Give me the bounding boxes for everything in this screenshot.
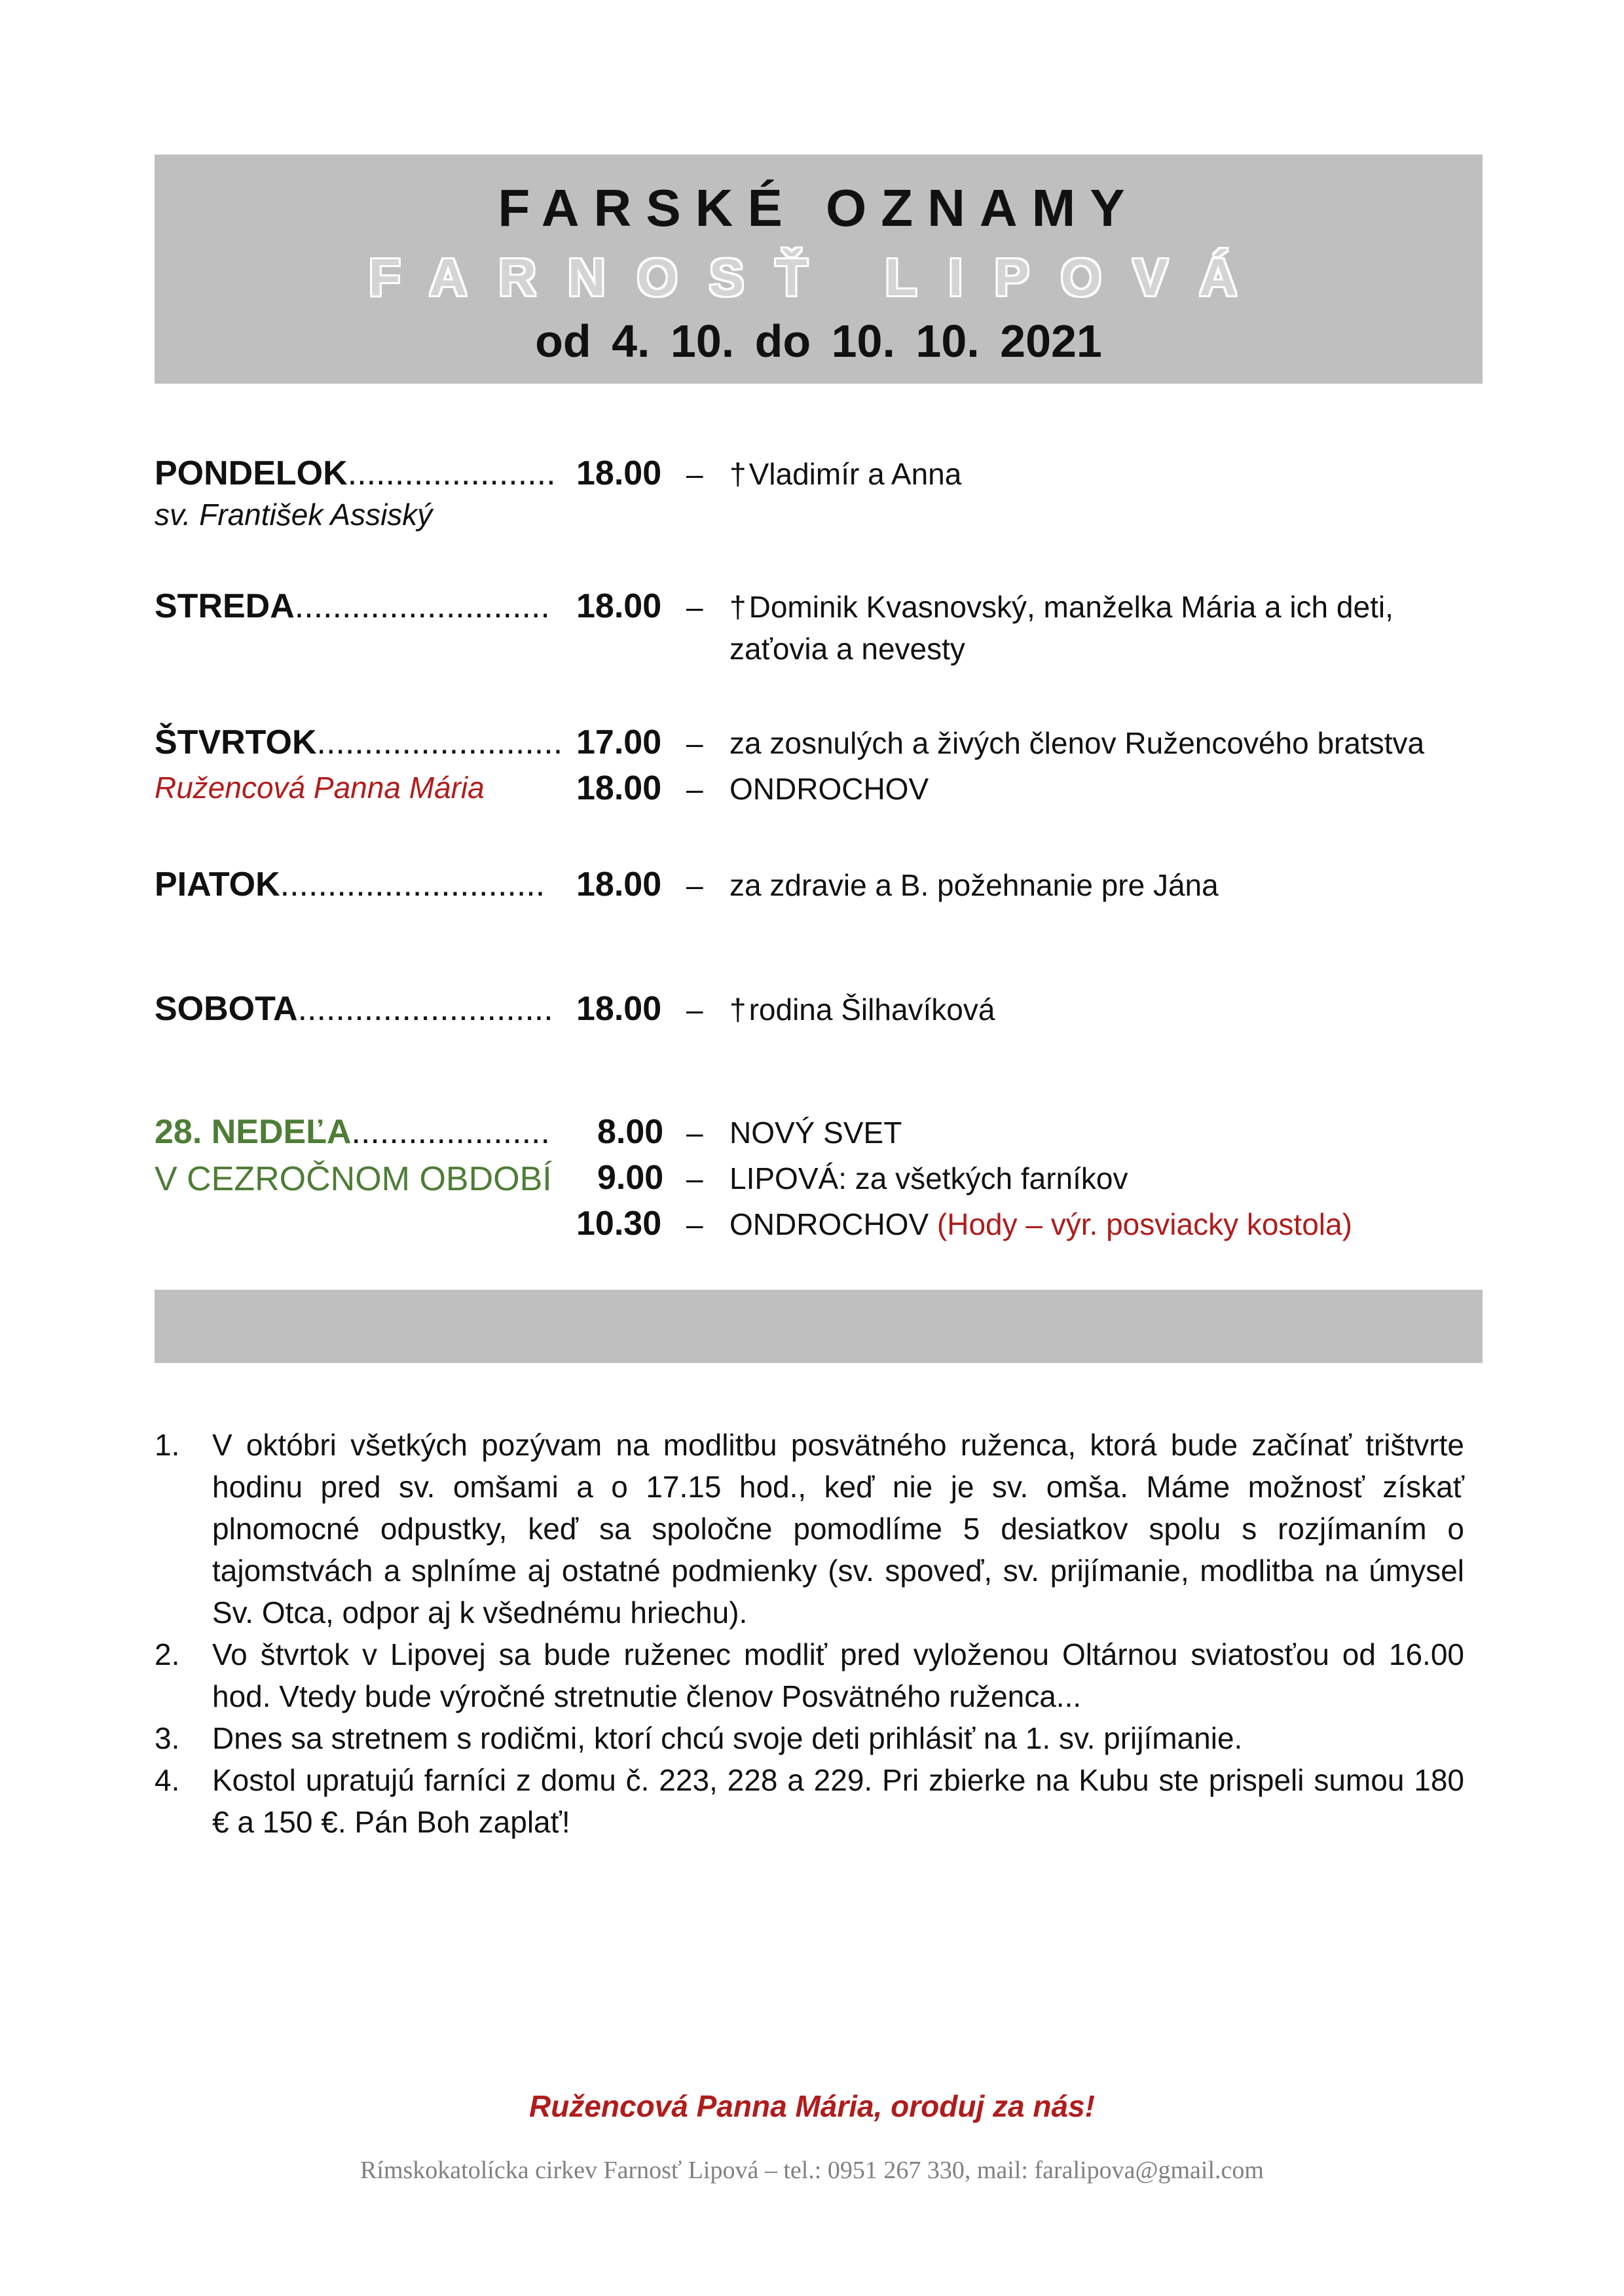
monday-row bbox=[155, 456, 556, 490]
dots-leader: .......................... bbox=[316, 723, 563, 761]
day-name: ŠTVRTOK bbox=[155, 723, 317, 761]
dash: – bbox=[686, 457, 703, 491]
notice-text: Dnes sa stretnem s rodičmi, ktorí chcú svoje deti prihlásiť na 1. sv. prijímanie. bbox=[212, 1721, 1243, 1755]
dash: – bbox=[686, 726, 703, 760]
day-name: STREDA bbox=[155, 587, 295, 625]
mass-intention: ONDROCHOV (Hody – výr. posviacky kostola) bbox=[729, 1207, 1352, 1241]
page-title: FARSKÉ OZNAMY bbox=[498, 179, 1139, 237]
mass-intention: za zosnulých a živých členov Ružencového bratstva bbox=[729, 726, 1425, 760]
day-name: 28. NEDEĽA bbox=[155, 1113, 352, 1151]
dash: – bbox=[686, 868, 703, 902]
list-number: 4. bbox=[155, 1763, 180, 1797]
mass-time: 9.00 bbox=[597, 1159, 664, 1197]
dots-leader: ............................ bbox=[280, 866, 545, 903]
saturday-row bbox=[155, 992, 553, 1026]
list-number: 3. bbox=[155, 1721, 180, 1755]
dash: – bbox=[686, 1161, 703, 1195]
closing-prayer: Ružencová Panna Mária, oroduj za nás! bbox=[529, 2089, 1095, 2123]
dash: – bbox=[686, 590, 703, 624]
dots-leader: ...................... bbox=[347, 454, 556, 492]
day-name: PIATOK bbox=[155, 866, 280, 903]
mass-intention: †rodina Šilhavíková bbox=[729, 993, 995, 1027]
friday-row bbox=[155, 867, 545, 902]
list-number: 2. bbox=[155, 1637, 180, 1671]
day-name: PONDELOK bbox=[155, 454, 348, 492]
notice-text: V októbri všetkých pozývam na modlitbu posvätného ruženca, ktorá bude začínať trištvrte hodinu pred sv. omšami a o 17.15 hod., keď nie je sv. omša. Máme možnosť získať plnomocné odpustky, keď sa spoločne pomodlíme 5 desiatkov spolu s rozjímaním o tajomstvách a splníme aj ostatné podmienky (sv. spoveď, sv. prijímanie, modlitba na úmysel Sv. Otca, odpor aj k všednému hriechu). bbox=[212, 1428, 1464, 1630]
mass-time: 18.00 bbox=[576, 990, 662, 1028]
list-item bbox=[155, 1633, 1464, 1717]
day-name: SOBOTA bbox=[155, 990, 298, 1028]
feast-note: (Hody – výr. posviacky kostola) bbox=[936, 1207, 1352, 1241]
mass-time: 10.30 bbox=[576, 1205, 662, 1243]
notice-text: Kostol upratujú farníci z domu č. 223, 228 a 229. Pri zbierke na Kubu ste prispeli sumou 180 € a 150 €. Pán Boh zaplať! bbox=[212, 1763, 1464, 1839]
mass-time: 18.00 bbox=[576, 587, 662, 625]
mass-intention: LIPOVÁ: za všetkých farníkov bbox=[729, 1161, 1128, 1195]
cross-icon: † bbox=[729, 457, 747, 491]
date-range: od 4. 10. do 10. 10. 2021 bbox=[535, 316, 1102, 367]
list-item bbox=[155, 1717, 1464, 1759]
notices-list bbox=[155, 1424, 1464, 1843]
mass-intention-continued: zaťovia a nevesty bbox=[729, 632, 965, 666]
parish-name: FARNOSŤ LIPOVÁ bbox=[368, 248, 1269, 306]
dots-leader: ........................... bbox=[297, 990, 553, 1028]
mass-intention: †Dominik Kvasnovský, manželka Mária a ich deti, bbox=[729, 590, 1393, 624]
header-banner bbox=[155, 155, 1483, 384]
dash: – bbox=[686, 993, 703, 1027]
cross-icon: † bbox=[729, 993, 747, 1027]
list-item bbox=[155, 1759, 1464, 1843]
notice-text: Vo štvrtok v Lipovej sa bude ruženec modliť pred vyloženou Oltárnou sviatosťou od 16.00 hod. Vtedy bude výročné stretnutie členov Posvätného ruženca... bbox=[212, 1637, 1464, 1713]
list-number: 1. bbox=[155, 1428, 180, 1462]
mass-time: 8.00 bbox=[597, 1113, 664, 1151]
dash: – bbox=[686, 1116, 703, 1150]
cross-icon: † bbox=[729, 590, 747, 624]
mass-time: 18.00 bbox=[576, 866, 662, 903]
mass-time: 17.00 bbox=[576, 723, 662, 761]
dash: – bbox=[686, 1207, 703, 1241]
mass-time: 18.00 bbox=[576, 454, 662, 492]
liturgical-season: V CEZROČNOM OBDOBÍ bbox=[155, 1160, 552, 1198]
feast-label: Ružencová Panna Mária bbox=[155, 771, 485, 805]
feast-label: sv. František Assiský bbox=[155, 498, 433, 532]
dots-leader: ..................... bbox=[351, 1113, 550, 1151]
mass-time: 18.00 bbox=[576, 769, 662, 807]
mass-intention: †Vladimír a Anna bbox=[729, 457, 962, 491]
wednesday-row bbox=[155, 589, 550, 623]
thursday-row bbox=[155, 725, 563, 759]
dash: – bbox=[686, 772, 703, 806]
footer-contact: Rímskokatolícka cirkev Farnosť Lipová – tel.: 0951 267 330, mail: faralipova@gmail.com bbox=[360, 2157, 1264, 2184]
list-item bbox=[155, 1424, 1464, 1633]
mass-intention: NOVÝ SVET bbox=[729, 1116, 902, 1150]
mass-intention: ONDROCHOV bbox=[729, 772, 929, 806]
dots-leader: ........................... bbox=[294, 587, 550, 625]
section-divider bbox=[155, 1290, 1483, 1363]
mass-intention: za zdravie a B. požehnanie pre Jána bbox=[729, 868, 1219, 902]
sunday-row bbox=[155, 1115, 550, 1149]
